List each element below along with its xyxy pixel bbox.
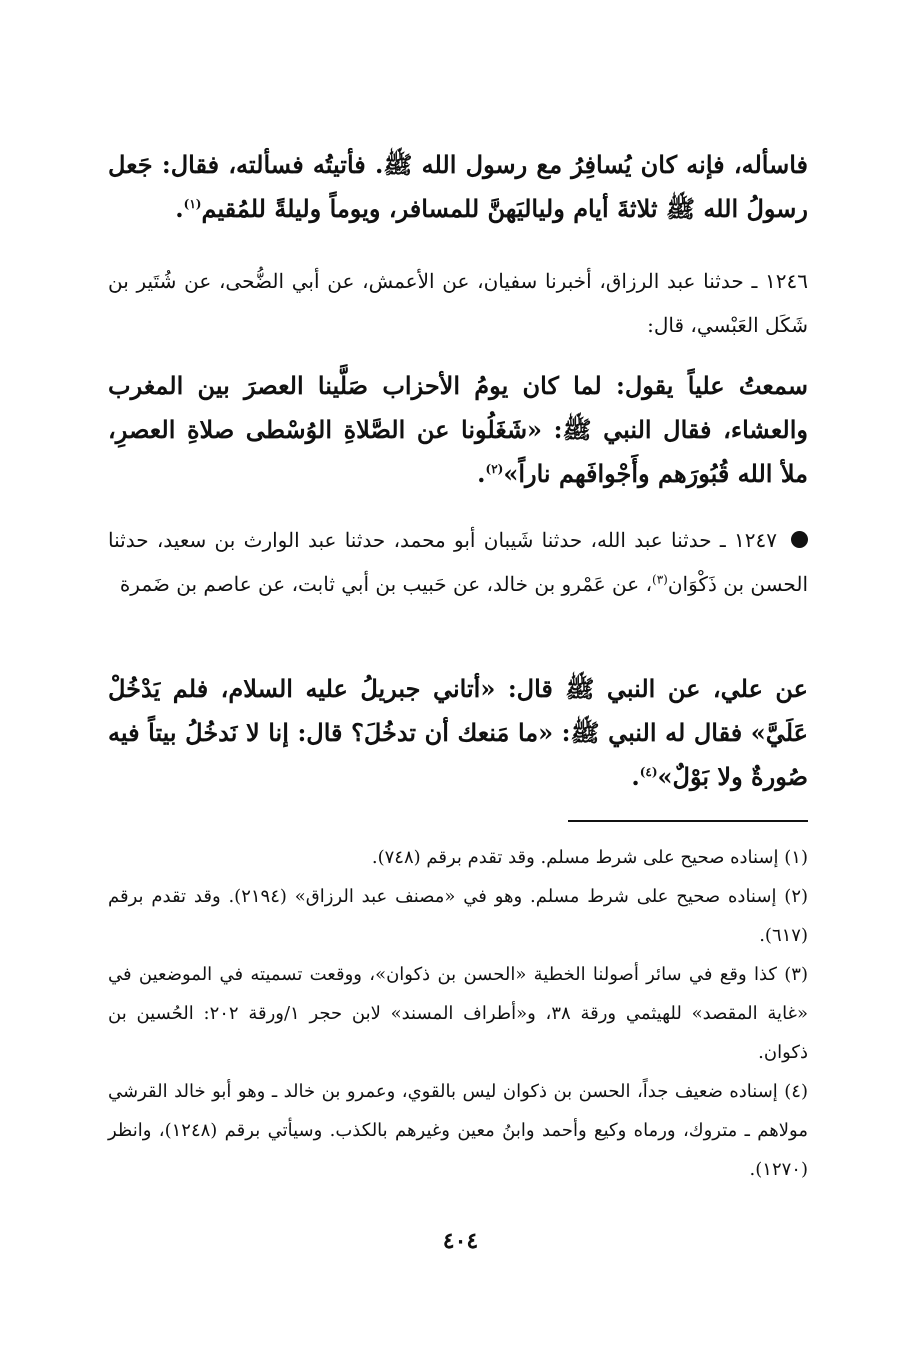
hadith-1246-text: سمعتُ علياً يقول: لما كان يومُ الأحزاب صَلَّينا العصرَ بين المغرب والعشاء، فقال النبي ﷺ: «شَغَلُونا عن الصَّلاةِ الوُسْطى صلاةِ العصرِ، ملأ الله قُبُورَهم وأَجْوافَهم ناراً» xyxy=(108,371,808,488)
footnote-ref-1: (١) xyxy=(183,197,202,211)
sentence-end: . xyxy=(631,762,640,791)
hadith-1246-text-paragraph xyxy=(108,364,808,496)
hadith-1247-chain-part-2: ، عن عَمْرو بن خالد، عن حَبيب بن أبي ثابت، عن عاصم بن ضَمرة xyxy=(119,572,653,596)
footnote-ref-3: (٣) xyxy=(652,572,668,587)
sentence-end: . xyxy=(477,459,486,488)
hadith-1247-chain xyxy=(108,518,808,606)
footnote-2: (٢) إسناده صحيح على شرط مسلم. وهو في «مصنف عبد الرزاق» (٢١٩٤). وقد تقدم برقم (٦١٧). xyxy=(108,886,809,946)
footnote-divider xyxy=(568,820,808,822)
hadith-marker-dot xyxy=(791,531,808,548)
footnotes-section xyxy=(108,838,808,1189)
hadith-1247-text-paragraph xyxy=(108,667,808,799)
page-number: ٤٠٤ xyxy=(442,1228,479,1254)
hadith-continuation-text: فاسأله، فإنه كان يُسافِرُ مع رسول الله ﷺ. فأتيتُه فسألته، فقال: جَعل رسولُ الله ﷺ ثلاثةَ أيام ولياليَهنَّ للمسافر، ويوماً وليلةً للمُقيم xyxy=(108,150,808,223)
footnote-ref-2: (٢) xyxy=(485,462,504,476)
sentence-end: . xyxy=(175,194,184,223)
footnote-1: (١) إسناده صحيح على شرط مسلم. وقد تقدم برقم (٧٤٨). xyxy=(371,847,808,868)
footnote-ref-4: (٤) xyxy=(639,765,658,779)
hadith-1247-text: عن علي، عن النبي ﷺ قال: «أتاني جبريلُ عليه السلام، فلم يَدْخُلْ عَلَيَّ» فقال له النبي ﷺ: «ما مَنعك أن تدخُلَ؟ قال: إنا لا نَدخُلُ بيتاً فيه صُورةٌ ولا بَوْلٌ» xyxy=(108,674,808,791)
hadith-1246-chain: ١٢٤٦ ـ حدثنا عبد الرزاق، أخبرنا سفيان، عن الأعمش، عن أبي الضُّحى، عن شُتَير بن شَكَل العَبْسي، قال: xyxy=(108,269,808,337)
hadith-continuation-paragraph xyxy=(108,143,808,231)
hadith-1247-chain-part-1: ١٢٤٧ ـ حدثنا عبد الله، حدثنا شَيبان أبو محمد، حدثنا عبد الوارث بن سعيد، حدثنا الحسن بن ذَكْوَان xyxy=(108,528,808,596)
footnote-3: (٣) كذا وقع في سائر أصولنا الخطية «الحسن بن ذكوان»، ووقعت تسميته في الموضعين في «غاية المقصد» للهيثمي ورقة ٣٨، و«أطراف المسند» لابن حجر ١/ورقة ٢٠٢: الحُسين بن ذكوان. xyxy=(108,964,808,1063)
footnote-4: (٤) إسناده ضعيف جداً، الحسن بن ذكوان ليس بالقوي، وعمرو بن خالد ـ وهو أبو خالد القرشي مولاهم ـ متروك، ورماه وكيع وأحمد وابنُ معين وغيرهم بالكذب. وسيأتي برقم (١٢٤٨)، وانظر (١٢٧٠). xyxy=(108,1081,808,1180)
